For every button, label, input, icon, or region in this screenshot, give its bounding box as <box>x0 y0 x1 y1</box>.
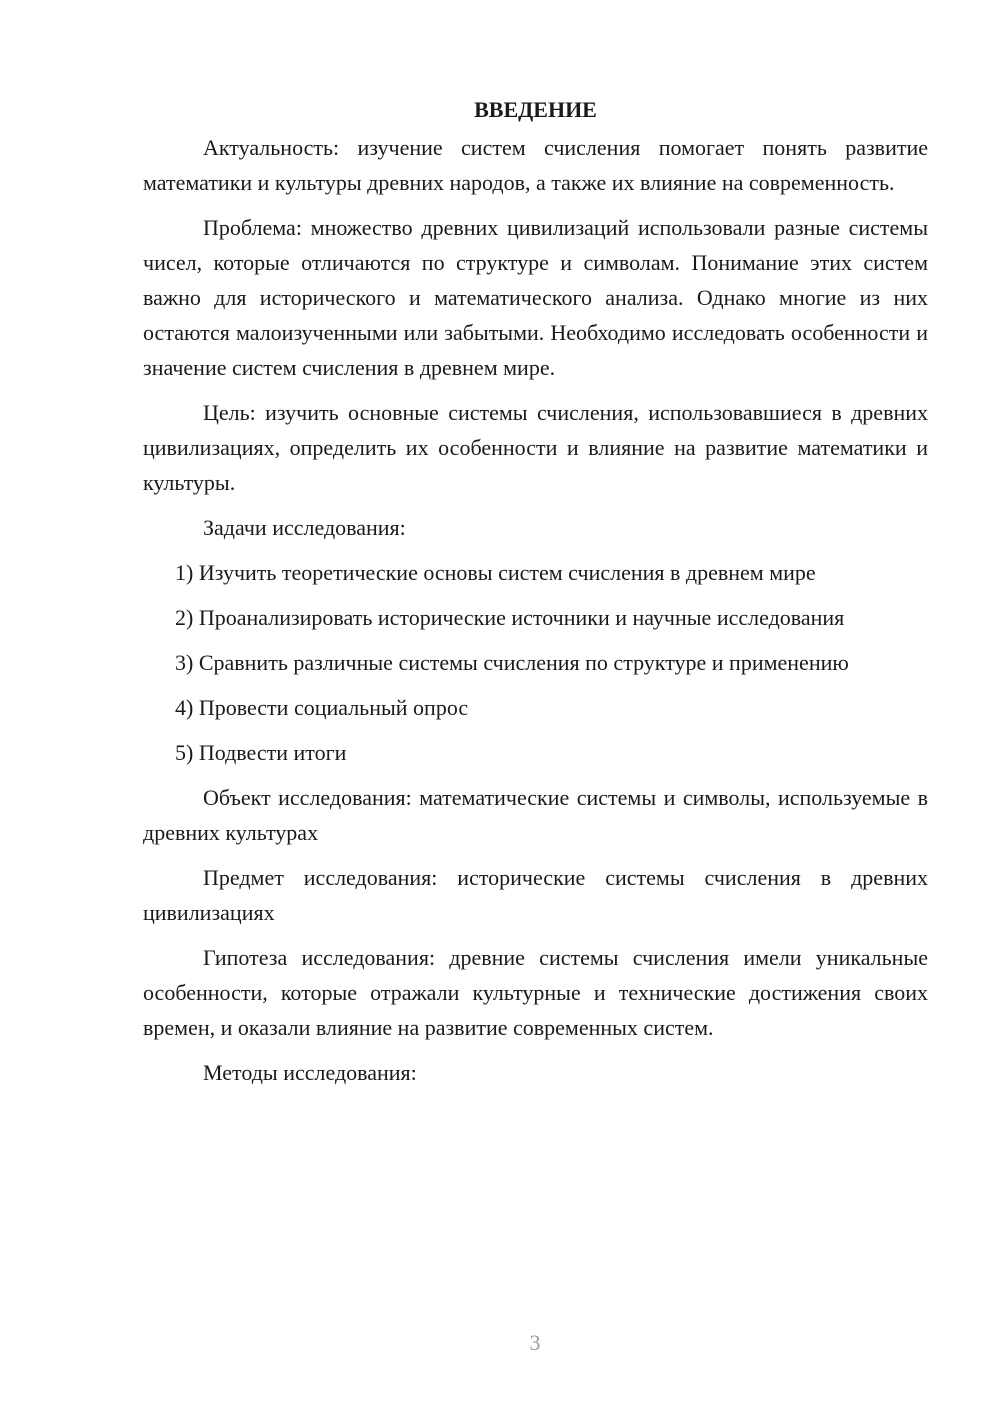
document-page <box>143 92 928 1100</box>
paragraph-problem: Проблема: множество древних цивилизаций использовали разные системы чисел, которые отличаются по структуре и символам. Понимание этих систем важно для исторического и математического анализа. Однако многие из них остаются малоизученными или забытыми. Необходимо исследовать особенности и значение систем счисления в древнем мире. <box>143 215 928 380</box>
paragraph-subject: Предмет исследования: исторические системы счисления в древних цивилизациях <box>143 865 928 925</box>
paragraph-goal: Цель: изучить основные системы счисления, использовавшиеся в древних цивилизациях, определить их особенности и влияние на развитие математики и культуры. <box>143 400 928 495</box>
paragraph-relevance: Актуальность: изучение систем счисления помогает понять развитие математики и культуры древних народов, а также их влияние на современность. <box>143 135 928 195</box>
task-item-2: 2) Проанализировать исторические источники и научные исследования <box>175 605 845 630</box>
paragraph-tasks-heading: Задачи исследования: <box>203 515 406 540</box>
paragraph-methods: Методы исследования: <box>203 1060 417 1085</box>
task-item-4: 4) Провести социальный опрос <box>175 695 469 720</box>
page-number: 3 <box>529 1330 541 1355</box>
task-item-1: 1) Изучить теоретические основы систем счисления в древнем мире <box>175 560 816 585</box>
task-item-3: 3) Сравнить различные системы счисления по структуре и применению <box>175 650 849 675</box>
section-title: ВВЕДЕНИЕ <box>474 97 597 122</box>
paragraph-hypothesis: Гипотеза исследования: древние системы счисления имели уникальные особенности, которые отражали культурные и технические достижения своих времен, и оказали влияние на развитие современных систем. <box>143 945 928 1040</box>
paragraph-object: Объект исследования: математические системы и символы, используемые в древних культурах <box>143 785 928 845</box>
task-item-5: 5) Подвести итоги <box>175 740 347 765</box>
